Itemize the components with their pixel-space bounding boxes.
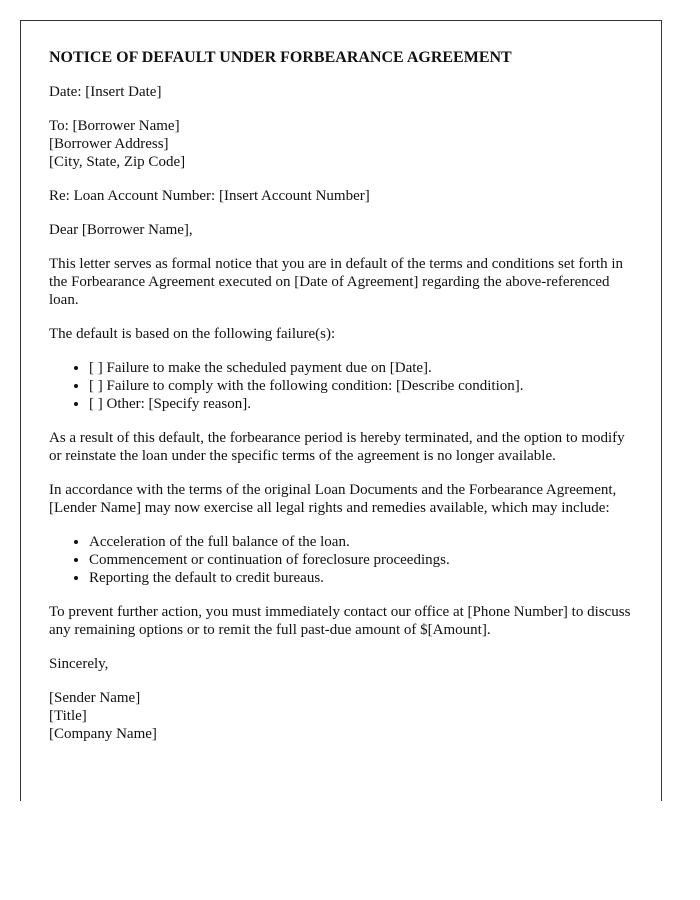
intro-paragraph: This letter serves as formal notice that you are in default of the terms and conditions set forth in the Forbearance Agreement executed on [Date of Agreement] regarding the above-referenced loan. <box>49 256 623 308</box>
letter-title: NOTICE OF DEFAULT UNDER FORBEARANCE AGREEMENT <box>49 49 512 66</box>
failures-intro: The default is based on the following failure(s): <box>49 326 336 342</box>
signature-block <box>49 689 634 743</box>
re-line: Re: Loan Account Number: [Insert Account Number] <box>49 188 370 204</box>
list-item: • Reporting the default to credit bureaus. <box>89 569 661 587</box>
remedies-intro: In accordance with the terms of the original Loan Documents and the Forbearance Agreement, [Lender Name] may now exercise all legal rights and remedies available, which may include: <box>49 482 617 516</box>
list-item: • Acceleration of the full balance of the loan. <box>89 533 661 551</box>
list-item: • [ ] Failure to make the scheduled payment due on [Date]. <box>89 359 661 377</box>
recipient-block <box>49 117 634 171</box>
result-paragraph: As a result of this default, the forbearance period is hereby terminated, and the option to modify or reinstate the loan under the specific terms of the agreement is no longer available. <box>49 430 625 464</box>
recipient-city: [City, State, Zip Code] <box>49 154 186 170</box>
sender-title: [Title] <box>49 708 87 724</box>
list-item: • Commencement or continuation of foreclosure proceedings. <box>89 551 661 569</box>
letter-page <box>20 20 662 801</box>
salutation: Dear [Borrower Name], <box>49 222 193 238</box>
failures-list <box>49 359 661 413</box>
remedies-list <box>49 533 661 587</box>
sender-name: [Sender Name] <box>49 690 141 706</box>
list-item: • [ ] Failure to comply with the following condition: [Describe condition]. <box>89 377 661 395</box>
recipient-address: [Borrower Address] <box>49 136 169 152</box>
date-line: Date: [Insert Date] <box>49 84 162 100</box>
company-name: [Company Name] <box>49 726 157 742</box>
recipient-name: To: [Borrower Name] <box>49 118 180 134</box>
action-paragraph: To prevent further action, you must immediately contact our office at [Phone Number] to discuss any remaining options or to remit the full past-due amount of $[Amount]. <box>49 604 631 638</box>
list-item: • [ ] Other: [Specify reason]. <box>89 395 661 413</box>
closing: Sincerely, <box>49 656 109 672</box>
